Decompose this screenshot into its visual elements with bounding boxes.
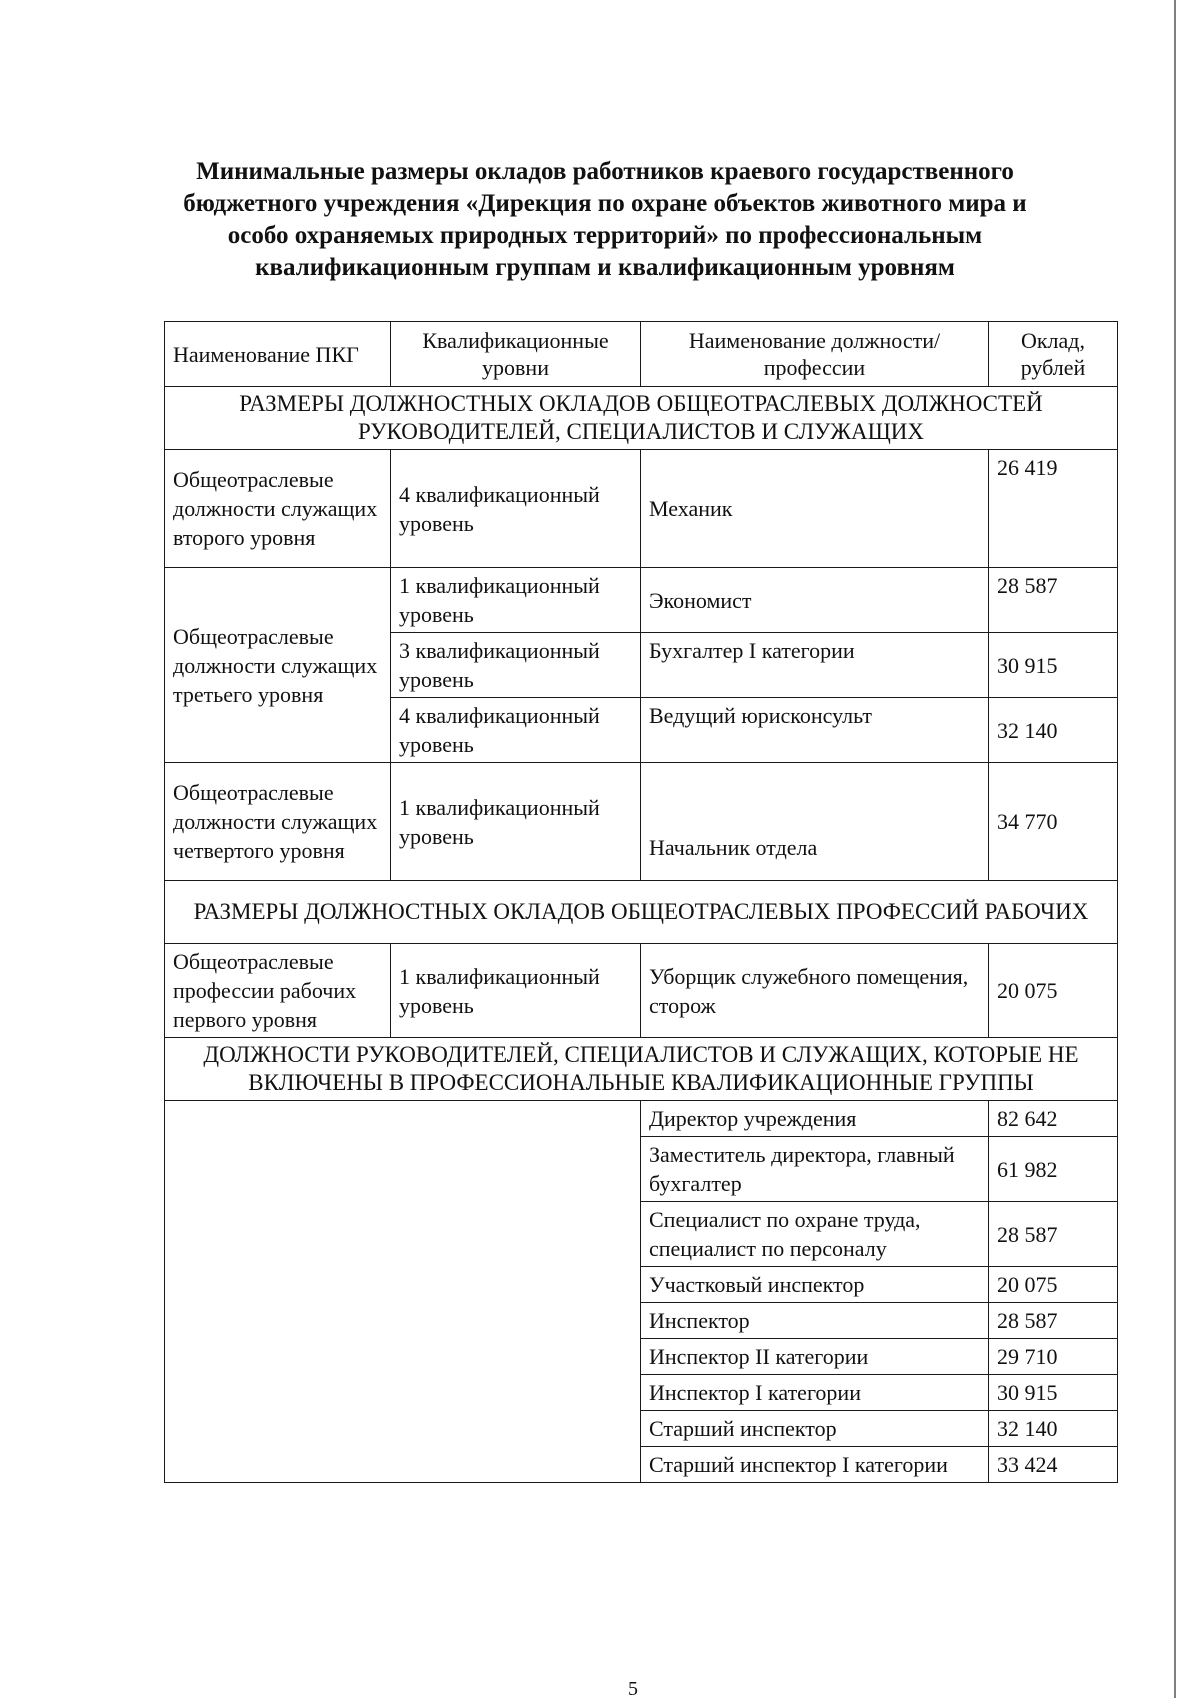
salary-cell: 28 587 [989,1202,1118,1267]
salary-cell: 34 770 [989,763,1118,881]
position-cell: Начальник отдела [641,763,989,881]
position-cell: Заместитель директора, главный бухгалтер [641,1137,989,1202]
salary-cell: 30 915 [989,1375,1118,1411]
pkg-cell: Общеотраслевые профессии рабочих первого уровня [165,944,391,1038]
position-cell: Уборщик служебного помещения, сторож [641,944,989,1038]
position-cell: Ведущий юрисконсульт [641,698,989,763]
salary-cell: 20 075 [989,944,1118,1038]
salary-cell: 82 642 [989,1101,1118,1137]
header-position: Наименование должности/профессии [641,322,989,387]
section-heading-2: РАЗМЕРЫ ДОЛЖНОСТНЫХ ОКЛАДОВ ОБЩЕОТРАСЛЕВЫХ ПРОФЕССИЙ РАБОЧИХ [165,881,1118,944]
position-cell: Экономист [641,568,989,633]
salary-cell: 61 982 [989,1137,1118,1202]
pkg-cell: Общеотраслевые должности служащих четвертого уровня [165,763,391,881]
position-cell: Механик [641,450,989,568]
section-heading-3: ДОЛЖНОСТИ РУКОВОДИТЕЛЕЙ, СПЕЦИАЛИСТОВ И СЛУЖАЩИХ, КОТОРЫЕ НЕ ВКЛЮЧЕНЫ В ПРОФЕССИОНАЛЬНЫЕ КВАЛИФИКАЦИОННЫЕ ГРУППЫ [165,1038,1118,1101]
position-cell: Бухгалтер I категории [641,633,989,698]
position-cell: Специалист по охране труда, специалист по персоналу [641,1202,989,1267]
page-number: 5 [628,1678,638,1700]
salary-cell: 28 587 [989,1303,1118,1339]
title-line: квалификационным группам и квалификационным уровням [255,254,955,281]
section-row [165,387,1118,450]
title-line: бюджетного учреждения «Дирекция по охране объектов животного мира и [183,190,1027,217]
pkg-cell: Общеотраслевые должности служащих второго уровня [165,450,391,568]
table-row [165,1101,1118,1137]
title-line: Минимальные размеры окладов работников краевого государственного [196,158,1014,185]
position-cell: Директор учреждения [641,1101,989,1137]
level-cell: 1 квалификационный уровень [391,568,641,633]
table-row [165,944,1118,1038]
position-cell: Инспектор [641,1303,989,1339]
position-cell: Инспектор II категории [641,1339,989,1375]
title-line: особо охраняемых природных территорий» по профессиональным [227,222,983,249]
position-cell: Участковый инспектор [641,1267,989,1303]
salary-table [164,321,1118,1483]
document-title [150,156,1060,284]
salary-cell: 30 915 [989,633,1118,698]
empty-cell [165,1101,641,1483]
header-levels: Квалификационные уровни [391,322,641,387]
position-cell: Инспектор I категории [641,1375,989,1411]
section-row [165,1038,1118,1101]
scan-edge-line [1174,0,1176,1698]
salary-cell: 33 424 [989,1447,1118,1483]
section-heading-1: РАЗМЕРЫ ДОЛЖНОСТНЫХ ОКЛАДОВ ОБЩЕОТРАСЛЕВЫХ ДОЛЖНОСТЕЙ РУКОВОДИТЕЛЕЙ, СПЕЦИАЛИСТОВ И СЛУЖАЩИХ [165,387,1118,450]
level-cell: 4 квалификационный уровень [391,450,641,568]
salary-cell: 32 140 [989,1411,1118,1447]
position-cell: Старший инспектор I категории [641,1447,989,1483]
level-cell: 3 квалификационный уровень [391,633,641,698]
level-cell: 1 квалификационный уровень [391,944,641,1038]
section-row [165,881,1118,944]
header-salary: Оклад, рублей [989,322,1118,387]
table-row [165,568,1118,633]
salary-cell: 29 710 [989,1339,1118,1375]
salary-cell: 26 419 [989,450,1118,568]
header-pkg: Наименование ПКГ [165,322,391,387]
level-cell: 1 квалификационный уровень [391,763,641,881]
salary-cell: 32 140 [989,698,1118,763]
level-cell: 4 квалификационный уровень [391,698,641,763]
table-row [165,763,1118,881]
salary-cell: 20 075 [989,1267,1118,1303]
table-header-row [165,322,1118,387]
pkg-cell: Общеотраслевые должности служащих третьего уровня [165,568,391,763]
table-row [165,450,1118,568]
salary-cell: 28 587 [989,568,1118,633]
position-cell: Старший инспектор [641,1411,989,1447]
